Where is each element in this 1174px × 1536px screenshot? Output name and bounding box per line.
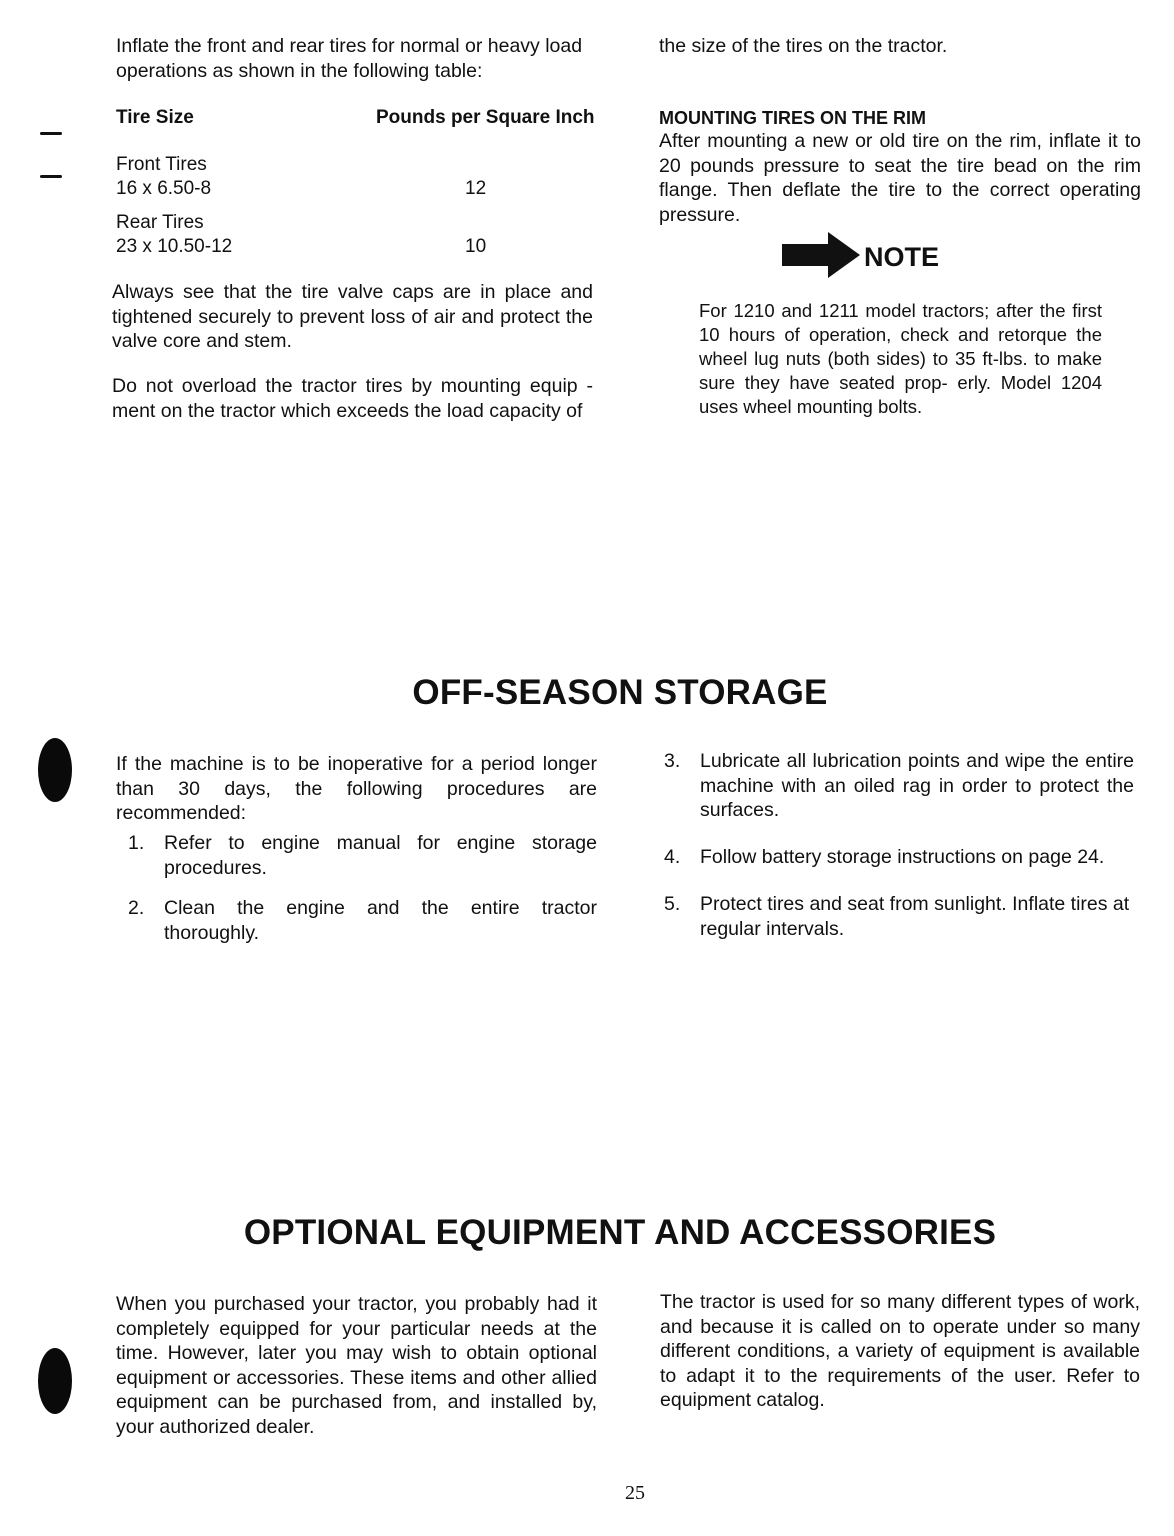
note-badge: [782, 230, 939, 285]
tire-inflation-intro: Inflate the front and rear tires for normal or heavy load operations as shown in the following table:: [116, 35, 583, 82]
list-item-number: 1.: [128, 832, 145, 854]
list-item-number: 5.: [664, 893, 681, 915]
table-group-front: Front Tires: [116, 154, 207, 175]
overload-paragraph-continued: the size of the tires on the tractor.: [659, 35, 948, 57]
valve-caps-paragraph: Always see that the tire valve caps are in place and tightened securely to prevent loss of air and protect the valve core and stem.: [112, 281, 593, 352]
storage-title: OFF-SEASON STORAGE: [412, 673, 828, 712]
list-item: [128, 896, 597, 945]
list-item-text: Clean the engine and the entire tractor thoroughly.: [164, 897, 597, 944]
list-item-text: Lubricate all lubrication points and wipe the entire machine with an oiled rag in order to protect the surfaces.: [700, 750, 1134, 821]
mounting-heading: MOUNTING TIRES ON THE RIM: [659, 108, 926, 128]
list-item: [664, 749, 1134, 823]
table-cell-rear-size: 23 x 10.50-12: [116, 236, 233, 257]
table-group-rear: Rear Tires: [116, 212, 204, 233]
table-cell-front-psi: 12: [465, 178, 487, 199]
list-item-text: Protect tires and seat from sunlight. Inflate tires at regular intervals.: [700, 893, 1130, 940]
margin-mark-top: [40, 132, 62, 135]
page-number: 25: [625, 1482, 645, 1504]
mounting-paragraph: After mounting a new or old tire on the rim, inflate it to 20 pounds pressure to seat the tire bead on the rim flange. Then deflate the tire to the correct operating pressure.: [659, 130, 1141, 226]
list-item: [664, 892, 1134, 941]
accessories-right-paragraph: The tractor is used for so many different types of work, and because it is called on to operate under so many different conditions, a variety of equipment is available to adapt it to the requirements of the user. Refer to equipment catalog.: [660, 1291, 1140, 1411]
margin-mark-bottom: [40, 175, 62, 178]
arrow-right-icon: [782, 230, 860, 285]
table-cell-rear-psi: 10: [465, 236, 487, 257]
punch-hole-bottom: [38, 1348, 72, 1414]
list-item-number: 4.: [664, 846, 681, 868]
list-item-text: Refer to engine manual for engine storage procedures.: [164, 832, 597, 879]
table-cell-front-size: 16 x 6.50-8: [116, 178, 212, 199]
list-item-number: 3.: [664, 750, 681, 772]
list-item: [128, 831, 597, 880]
overload-paragraph: Do not overload the tractor tires by mounting equip - ment on the tractor which exceeds the load capacity of: [112, 375, 593, 422]
accessories-title: OPTIONAL EQUIPMENT AND ACCESSORIES: [243, 1213, 997, 1252]
list-item-text: Follow battery storage instructions on page 24.: [700, 846, 1105, 868]
accessories-left-paragraph: When you purchased your tractor, you probably had it completely equipped for your particular needs at the time. However, later you may wish to obtain optional equipment or accessories. These items and other allied equipment can be purchased from, and installed by, your authorized dealer.: [116, 1293, 597, 1438]
note-label: NOTE: [864, 242, 940, 272]
note-paragraph: For 1210 and 1211 model tractors; after the first 10 hours of operation, check and retorque the wheel lug nuts (both sides) to 35 ft-lbs. to make sure they have seated prop- erly. Model 1204 uses wheel mounting bolts.: [699, 300, 1102, 417]
list-item: [664, 845, 1134, 870]
list-item-number: 2.: [128, 897, 145, 919]
storage-intro: If the machine is to be inoperative for a period longer than 30 days, the following procedures are recommended:: [116, 753, 597, 824]
table-header-tire-size: Tire Size: [116, 107, 194, 128]
punch-hole-top: [38, 738, 72, 802]
table-header-psi: Pounds per Square Inch: [376, 107, 595, 128]
